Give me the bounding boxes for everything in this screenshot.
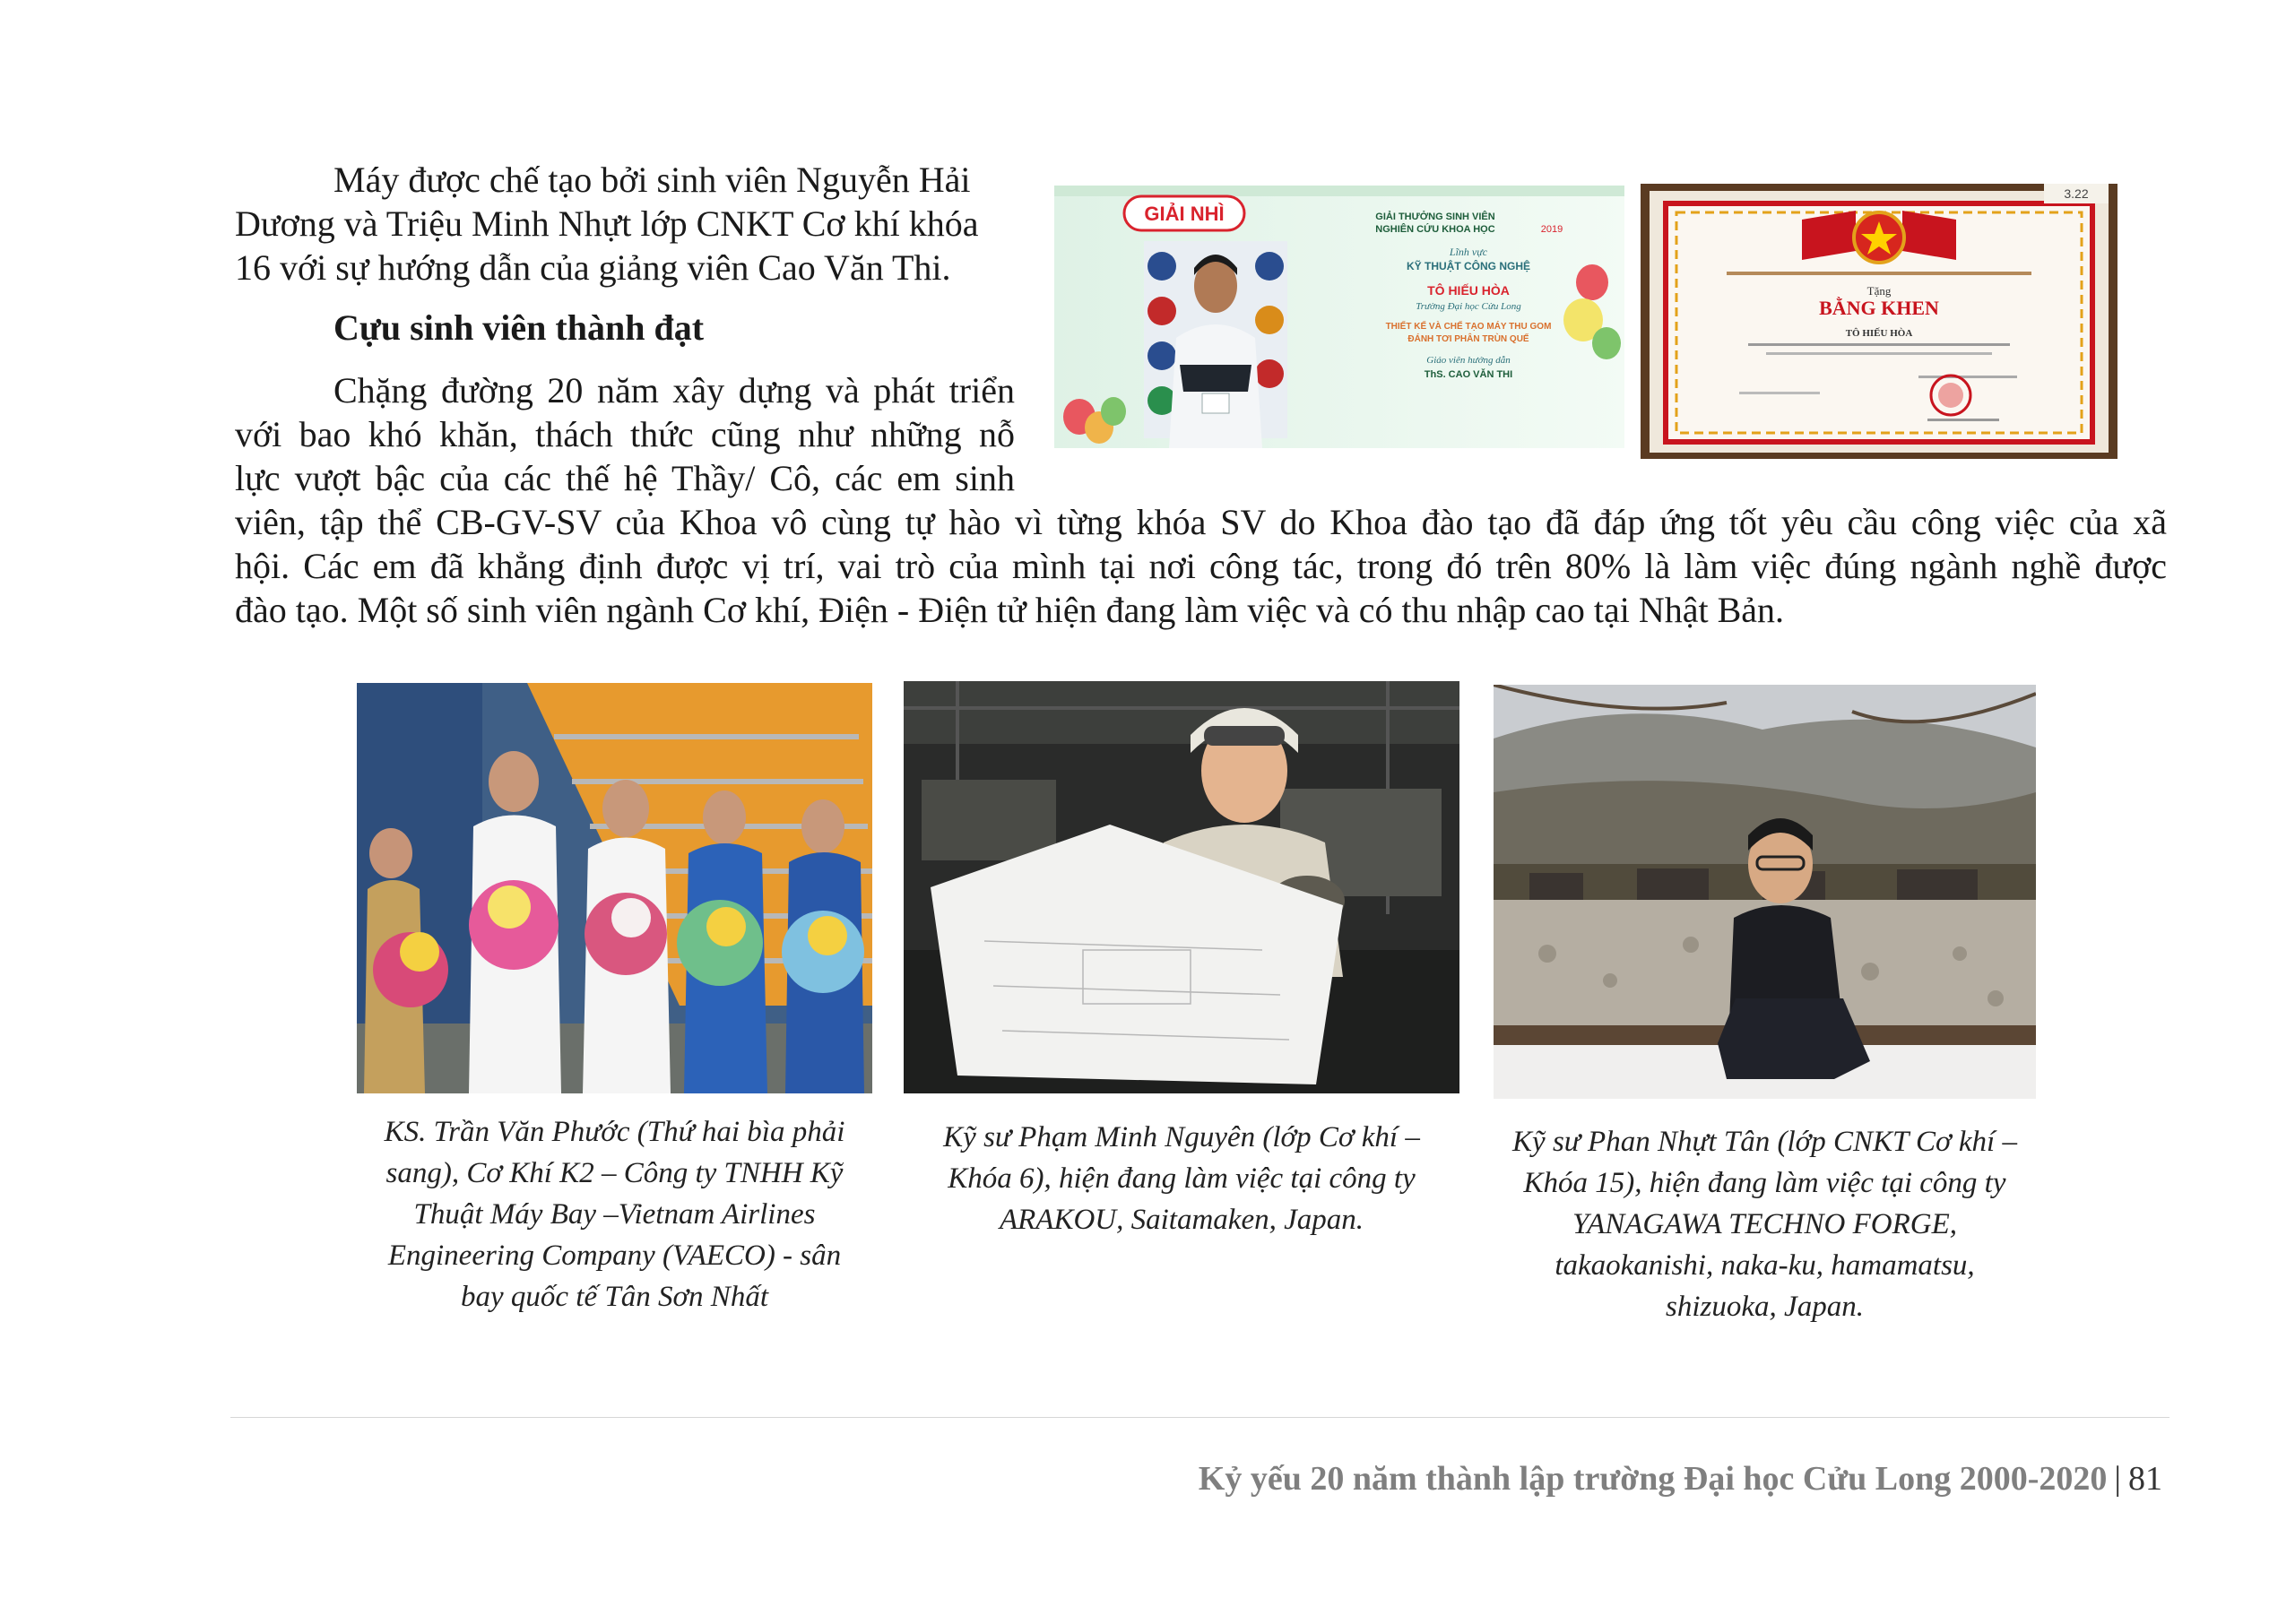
footer-title: Kỷ yếu 20 năm thành lập trường Đại học Cửu Long 2000-2020 (1198, 1460, 2108, 1498)
page-footer (1199, 1459, 2162, 1499)
caption-yanagawa (1476, 1121, 2054, 1327)
caption-arakou-line-3: ARAKOU, Saitamaken, Japan. (999, 1204, 1364, 1236)
photo-yanagawa-japan (1494, 685, 2036, 1099)
body-line-4: viên, tập thể CB-GV-SV của Khoa vô cùng tự hào vì từng khóa SV do Khoa đào tạo đã đáp ứng tốt yêu cầu công việc của xã (235, 502, 2167, 542)
award-year: 2019 (1540, 224, 1563, 235)
certificate-title: BẰNG KHEN (1819, 297, 1939, 319)
award-school: Trường Đại học Cửu Long (1416, 301, 1521, 312)
award-project-line1: THIẾT KẾ VÀ CHẾ TẠO MÁY THU GOM (1385, 322, 1552, 332)
photo-vaeco-crew (357, 683, 872, 1093)
award-badge-text: GIẢI NHÌ (1144, 203, 1225, 225)
body-paragraph-narrow (235, 368, 1015, 500)
page-number: 81 (2128, 1460, 2162, 1498)
award-student: TÔ HIẾU HÒA (1427, 283, 1510, 298)
award-advisor: ThS. CAO VĂN THI (1424, 369, 1513, 380)
caption-yanagawa-line-3: YANAGAWA TECHNO FORGE, (1572, 1208, 1957, 1240)
body-line-5: hội. Các em đã khẳng định được vị trí, vai trò của mình tại nơi công tác, trong đó trên 80% là làm việc đúng ngành nghề được (235, 546, 2167, 586)
caption-vaeco-line-3: Thuật Máy Bay –Vietnam Airlines (413, 1198, 816, 1231)
certificate-corner-tag: 3.22 (2064, 186, 2089, 201)
caption-arakou-line-2: Khóa 6), hiện đang làm việc tại công ty (948, 1162, 1416, 1195)
body-line-2: với bao khó khăn, thách thức cũng như những nỗ (235, 414, 1015, 454)
caption-vaeco-line-5: bay quốc tế Tân Sơn Nhất (460, 1281, 768, 1313)
caption-vaeco (357, 1111, 872, 1317)
photo-arakou-workshop (904, 681, 1459, 1093)
award-banner-photo (1054, 186, 1624, 448)
footer-divider (230, 1417, 2169, 1418)
intro-line-3: 16 với sự hướng dẫn của giảng viên Cao Văn Thi. (235, 247, 951, 288)
caption-yanagawa-line-1: Kỹ sư Phan Nhựt Tân (lớp CNKT Cơ khí – (1512, 1126, 2017, 1158)
award-org-line2: NGHIÊN CỨU KHOA HỌC (1375, 224, 1495, 235)
certificate-photo (1641, 184, 2117, 459)
award-field-label: Lĩnh vực (1449, 246, 1488, 258)
intro-line-1: Máy được chế tạo bởi sinh viên Nguyễn Hải (333, 160, 971, 200)
award-advisor-label: Giáo viên hướng dẫn (1426, 355, 1511, 366)
award-field: KỸ THUẬT CÔNG NGHỆ (1407, 260, 1530, 272)
section-heading: Cựu sinh viên thành đạt (333, 307, 705, 348)
caption-vaeco-line-4: Engineering Company (VAECO) - sân (387, 1240, 842, 1272)
caption-vaeco-line-1: KS. Trần Văn Phước (Thứ hai bìa phải (384, 1116, 845, 1148)
caption-arakou (904, 1117, 1459, 1240)
caption-vaeco-line-2: sang), Cơ Khí K2 – Công ty TNHH Kỹ (385, 1157, 844, 1189)
intro-paragraph (235, 158, 1015, 289)
body-paragraph-wide (235, 500, 2167, 632)
caption-yanagawa-line-4: takaokanishi, naka-ku, hamamatsu, (1555, 1249, 1975, 1282)
intro-line-2: Dương và Triệu Minh Nhựt lớp CNKT Cơ khí khóa (235, 203, 979, 244)
footer-separator: | (2114, 1460, 2121, 1498)
certificate-recipient: TÔ HIẾU HÒA (1845, 328, 1913, 339)
body-line-3: lực vượt bậc của các thế hệ Thầy/ Cô, các em sinh (235, 458, 1015, 498)
body-line-1: Chặng đường 20 năm xây dựng và phát triển (333, 370, 1015, 410)
caption-arakou-line-1: Kỹ sư Phạm Minh Nguyên (lớp Cơ khí – (943, 1121, 1420, 1153)
caption-yanagawa-line-2: Khóa 15), hiện đang làm việc tại công ty (1523, 1167, 2006, 1199)
award-project-line2: ĐÁNH TƠI PHÂN TRÙN QUẾ (1407, 334, 1529, 344)
certificate-gives: Tặng (1866, 284, 1892, 298)
award-org-line1: GIẢI THƯỞNG SINH VIÊN (1375, 212, 1495, 222)
caption-yanagawa-line-5: shizuoka, Japan. (1666, 1291, 1864, 1323)
body-line-6: đào tạo. Một số sinh viên ngành Cơ khí, Điện - Điện tử hiện đang làm việc và có thu nhập cao tại Nhật Bản. (235, 590, 1785, 630)
